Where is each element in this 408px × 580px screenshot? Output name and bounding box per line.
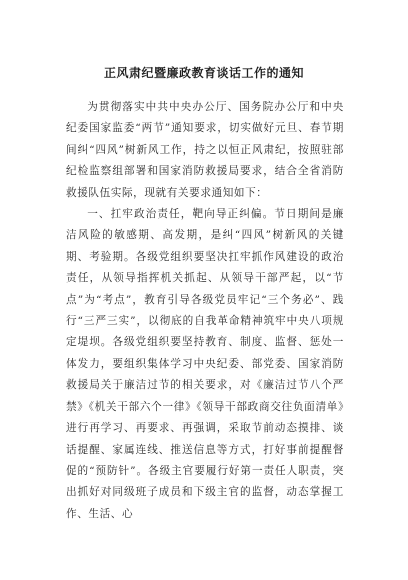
document-title: 正风肃纪暨廉政教育谈话工作的通知 [103,66,304,80]
section-one-paragraph: 一、扛牢政治责任，靶向导正纠偏。节日期间是廉洁风险的敏感期、高发期，是纠“四风”树新风的关键期、考验期。各级党组织要坚决扛牢抓作风建设的政治责任，从领导指挥机关抓起、从领导干部严起，以“节点”为“考点”，教育引导各级党员牢记“三个务必”、践行“三严三实”，以彻底的自我革命精神筑牢中央八项规定堤坝。各级党组织要坚持教育、制度、监督、惩处一体发力，要组织集体学习中央纪委、部党委、国家消防救援局关于廉洁过节的相关要求，对《廉洁过节八个严禁》《机关干部六个一律》《领导干部政商交往负面清单》进行再学习、再要求、再强调，采取节前动态摸排、谈话提醒、家属连线、推送信息等方式，打好事前提醒督促的“预防针”。各级主官要履行好第一责任人职责，突出抓好对同级班子成员和下级主官的监督，动态掌握工作、生活、心 [66,208,344,520]
document-body [66,97,344,525]
intro-paragraph: 为贯彻落实中共中央办公厅、国务院办公厅和中央纪委国家监委“两节”通知要求，切实做好元旦、春节期间纠“四风”树新风工作，持之以恒正风肃纪，按照驻部纪检监察组部署和国家消防救援局要求，结合全省消防救援队伍实际，现就有关要求通知如下： [66,101,344,199]
